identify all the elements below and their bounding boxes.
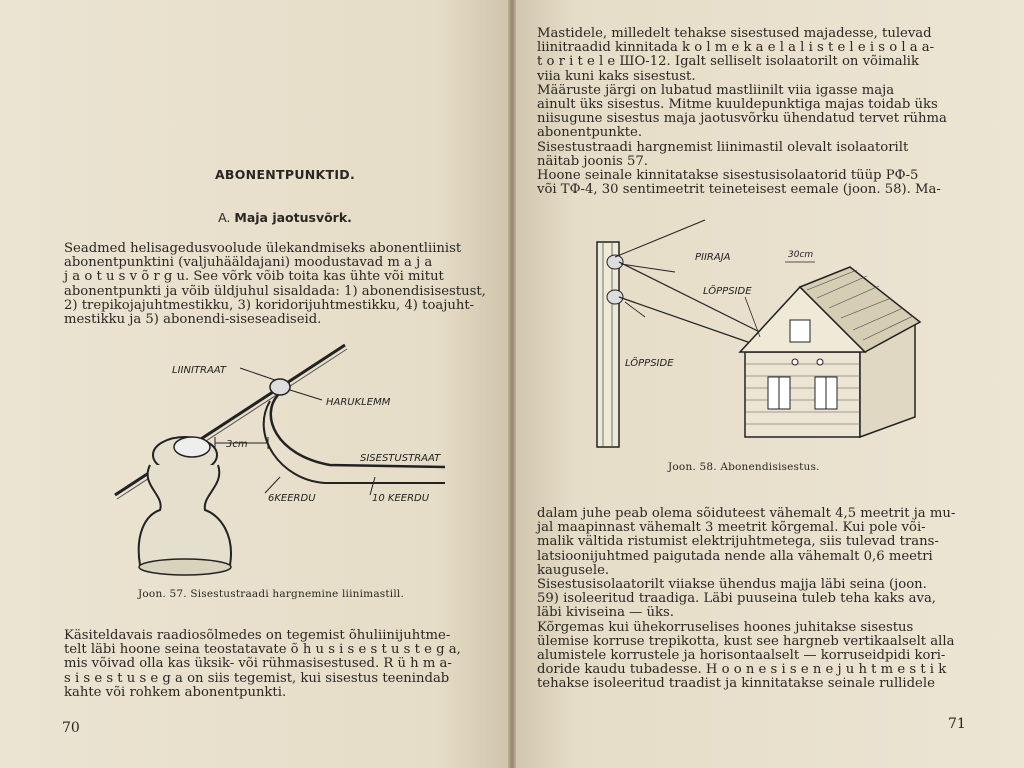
text-line: jal maapinnast vähemalt 3 meetrit kõrgemal. Kui pole või- xyxy=(537,520,926,536)
right-paragraph-1 xyxy=(537,27,965,197)
label-sisestustraat: SISESTUSTRAAT xyxy=(360,453,441,464)
text-line: t o r i t e l e ШО-12. Igalt selliselt isolaatorilt on võimalik xyxy=(537,54,919,70)
text-line: niisugune sisestus maja jaotusvõrku ühendatud tervet rühma xyxy=(537,111,947,127)
page-number-right: 71 xyxy=(948,716,966,732)
text-line: abonentpunkte. xyxy=(537,125,643,141)
figure-58-caption: Joon. 58. Abonendisisestus. xyxy=(668,461,820,473)
text-line: alumistele korrustele ja horisontaalselt — korruseidpidi kori- xyxy=(537,648,946,664)
label-loppside-lower: LÕPPSIDE xyxy=(625,358,674,369)
label-piiraja: PIIRAJA xyxy=(695,252,731,263)
label-loppside-upper: LÕPPSIDE xyxy=(703,286,752,297)
text-line: Seadmed helisagedusvoolude ülekandmiseks abonentliinist xyxy=(64,241,462,256)
text-line: mestikku ja 5) abonendi-siseseadiseid. xyxy=(64,312,322,328)
figure-57-caption: Joon. 57. Sisestustraadi hargnemine liinimastill. xyxy=(138,588,405,600)
section-heading xyxy=(200,210,370,225)
text-line: Sisestustraadi hargnemist liinimastil olevalt isolaatorilt xyxy=(537,139,909,155)
section-letter: A. xyxy=(218,210,231,225)
text-line: Hoone seinale kinnitatakse sisestusisolaatorid tüüp РФ-5 xyxy=(537,168,919,184)
text-line: abonentpunktini (valjuhääldajani) moodustavad m a j a xyxy=(64,255,433,271)
text-line: telt läbi hoone seina teostatavate õ h u s i s e s t u s t e g a, xyxy=(64,642,461,658)
text-line: kaugusele. xyxy=(537,562,610,578)
right-paragraph-2 xyxy=(537,507,965,692)
text-line: mis võivad olla kas üksik- või rühmasisestused. R ü h m a- xyxy=(64,656,452,672)
text-line: Käsiteldavais raadiosõlmedes on tegemist õhuliinijuhtme- xyxy=(64,628,451,643)
label-6keerdu: 6KEERDU xyxy=(268,493,316,504)
figure-58-house-drawing xyxy=(585,212,925,452)
figure-57-insulator-drawing xyxy=(110,335,470,590)
chapter-title: ABONENTPUNKTID. xyxy=(214,167,356,182)
text-line: 59) isoleeritud traadiga. Läbi puuseina tuleb teha kaks ava, xyxy=(537,591,936,607)
text-line: näitab joonis 57. xyxy=(537,153,648,169)
text-line: j a o t u s v õ r g u. See võrk võib toita kas ühte või mitut xyxy=(64,269,444,285)
text-line: viia kuni kaks sisestust. xyxy=(537,68,696,84)
section-title: Maja jaotusvõrk. xyxy=(234,210,352,225)
text-line: Mastidele, milledelt tehakse sisestused majadesse, tulevad xyxy=(537,26,932,41)
text-line: 2) trepikojajuhtmestikku, 3) koridorijuhtmestikku, 4) toajuht- xyxy=(64,297,475,313)
label-3cm: 3cm xyxy=(226,439,248,450)
text-line: tehakse isoleeritud traadist ja kinnitatakse seinale rullidele xyxy=(537,676,935,692)
text-line: Määruste järgi on lubatud mastliinilt viia igasse maja xyxy=(537,82,895,98)
text-line: abonentpunkti ja võib üldjuhul sisaldada: 1) abonendisisestust, xyxy=(64,283,486,299)
book-gutter xyxy=(508,0,516,768)
text-line: liinitraadid kinnitada k o l m e k a e l a l i s t e l e i s o l a a- xyxy=(537,40,935,56)
label-10keerdu: 10 KEERDU xyxy=(372,493,430,504)
text-line: doride kaudu tubadesse. H o o n e s i s e n e j u h t m e s t i k xyxy=(537,662,947,678)
text-line: kahte või rohkem abonentpunkti. xyxy=(64,684,287,700)
text-line: või ТФ-4, 30 sentimeetrit teineteisest eemale (joon. 58). Ma- xyxy=(537,182,941,198)
text-line: Kõrgemas kui ühekorruselises hoones juhitakse sisestus xyxy=(537,619,914,635)
text-line: dalam juhe peab olema sõiduteest vähemalt 4,5 meetrit ja mu- xyxy=(537,506,956,521)
label-haruklemm: HARUKLEMM xyxy=(326,397,391,408)
text-line: Sisestusisolaatorilt viiakse ühendus majja läbi seina (joon. xyxy=(537,577,927,593)
text-line: latsioonijuhtmed paigutada nende alla vähemalt 0,6 meetri xyxy=(537,548,933,564)
text-line: malik vältida ristumist elektrijuhtmetega, siis tulevad trans- xyxy=(537,534,939,550)
label-30cm: 30cm xyxy=(788,250,814,260)
text-line: ainult üks sisestus. Mitme kuuldepunktiga majas toidab üks xyxy=(537,97,938,113)
left-paragraph-2 xyxy=(64,629,494,700)
left-paragraph-1 xyxy=(64,242,494,327)
text-line: läbi kiviseina — üks. xyxy=(537,605,674,621)
text-line: ülemise korruse trepikotta, kust see hargneb vertikaalselt alla xyxy=(537,633,955,649)
text-line: s i s e s t u s e g a on siis tegemist, kui sisestus teenindab xyxy=(64,670,450,686)
page-number-left: 70 xyxy=(62,720,80,736)
label-liinitraat: LIINITRAAT xyxy=(172,365,227,376)
